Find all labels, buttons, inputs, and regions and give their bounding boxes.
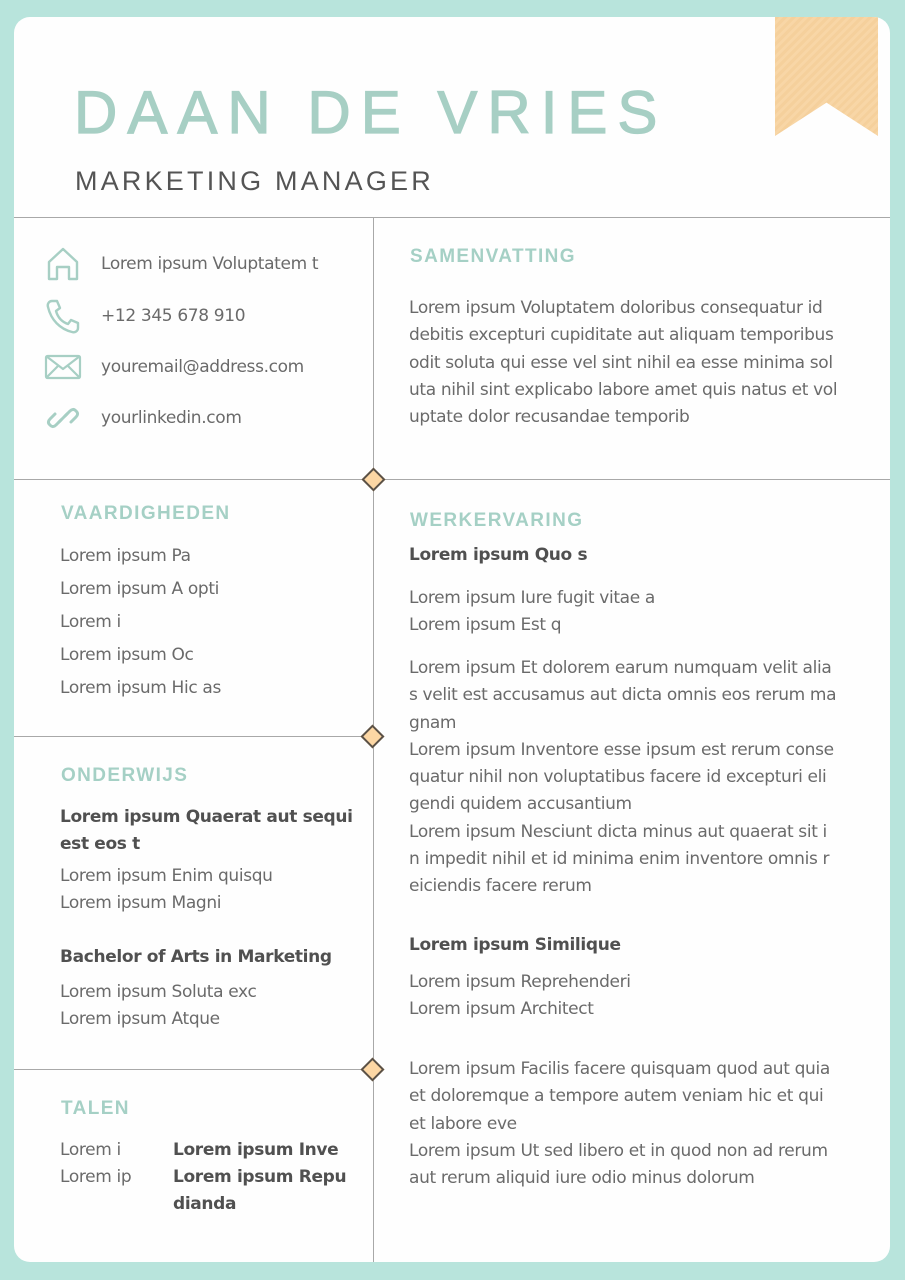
skill-item: Lorem ipsum Hic as [60,678,221,698]
job-title: Lorem ipsum Quo s [409,545,588,565]
education-degree: Lorem ipsum Quaerat aut sequi est eos t [60,807,353,855]
diamond-ornament [361,467,385,491]
job-description: Lorem ipsum Facilis facere quisquam quod aut quia et doloremque a tempore autem veniam hic et qui et labore eve Lorem ipsum Ut sed libero et in quod non ad rerum aut rerum aliquid iure odio minus dolorum [409,1059,830,1189]
contact-linkedin [44,399,242,437]
candidate-name: DAAN DE VRIES [74,79,668,146]
job-meta: Lorem ipsum Reprehenderi Lorem ipsum Architect [409,972,631,1020]
divider-row-3 [14,1069,373,1070]
education-details: Lorem ipsum Enim quisqu Lorem ipsum Magni [60,866,273,914]
languages-heading: TALEN [61,1098,130,1119]
link-icon [44,399,82,437]
phone-icon [44,297,82,335]
bookmark-ribbon-decoration [775,17,878,136]
candidate-role: MARKETING MANAGER [75,166,434,196]
language-level: Lorem ipsum Inve [173,1140,339,1160]
contact-linkedin-text[interactable]: yourlinkedin.com [101,408,242,428]
job-title: Lorem ipsum Similique [409,935,621,955]
skill-item: Lorem ipsum Oc [60,645,194,665]
contact-email-text[interactable]: youremail@address.com [101,357,304,377]
experience-heading: WERKERVARING [410,510,584,531]
skills-heading: VAARDIGHEDEN [61,503,231,524]
education-degree: Bachelor of Arts in Marketing [60,947,332,967]
job-meta: Lorem ipsum Iure fugit vitae a Lorem ipsum Est q [409,588,655,636]
language-name: Lorem ip [60,1167,132,1187]
job-description: Lorem ipsum Et dolorem earum numquam velit alia s velit est accusamus aut dicta omnis eos rerum ma gnam Lorem ipsum Inventore esse ipsum est rerum conse quatur nihil non voluptatibus facere id excepturi eli gendi quidem accusantium Lorem ipsum Nesciunt dicta minus aut quaerat sit i n impedit nihil et id minima enim inventore omnis r eiciendis facere rerum [409,658,837,897]
summary-heading: SAMENVATTING [410,246,576,267]
divider-row-2 [14,736,373,737]
education-details: Lorem ipsum Soluta exc Lorem ipsum Atque [60,982,257,1030]
contact-email [44,348,304,386]
contact-address [44,245,318,283]
contact-phone [44,297,245,335]
contact-address-text: Lorem ipsum Voluptatem t [101,254,319,274]
resume-page [14,17,890,1262]
diamond-ornament [360,724,384,748]
contact-phone-text: +12 345 678 910 [101,306,246,326]
divider-header [14,217,890,218]
divider-row-1 [14,479,890,480]
education-heading: ONDERWIJS [61,765,189,786]
language-level: Lorem ipsum Repu dianda [173,1167,347,1215]
home-icon [44,245,82,283]
diamond-ornament [360,1057,384,1081]
summary-text: Lorem ipsum Voluptatem doloribus consequatur id debitis excepturi cupiditate aut aliquam temporibus odit soluta qui esse vel sint nihil ea esse minima sol uta nihil sint explicabo labore amet quis natus et vol uptate dolor recusandae temporib [409,298,838,428]
skill-item: Lorem ipsum Pa [60,546,191,566]
skill-item: Lorem ipsum A opti [60,579,220,599]
skill-item: Lorem i [60,612,121,632]
language-name: Lorem i [60,1140,121,1160]
mail-icon [44,348,82,386]
